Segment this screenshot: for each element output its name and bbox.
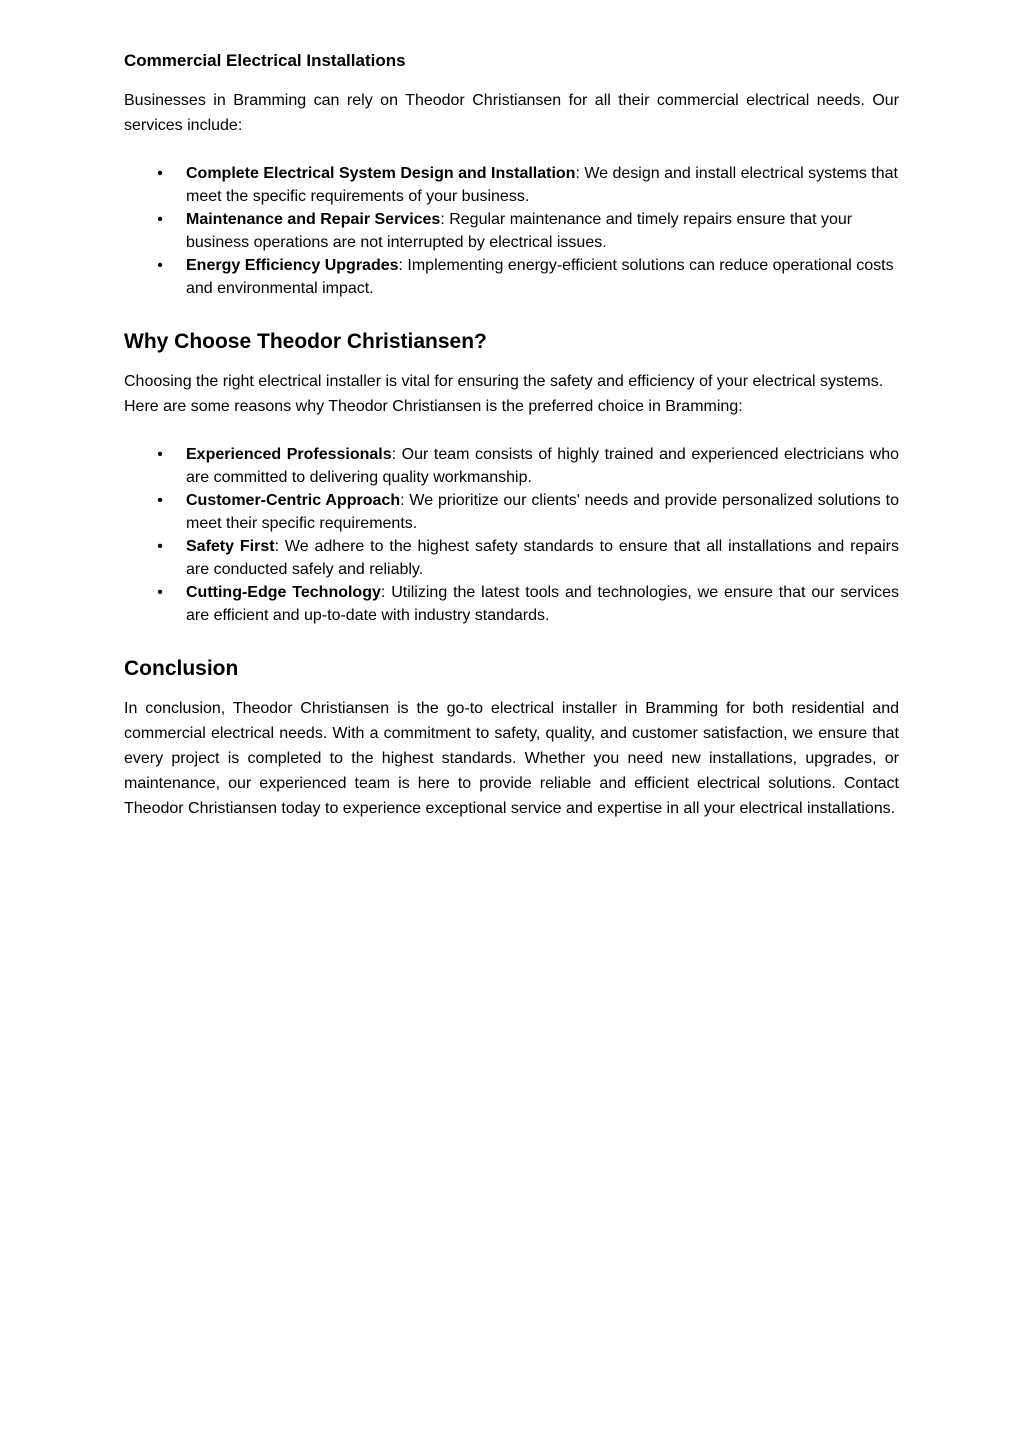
bullet-icon: • xyxy=(157,584,163,601)
conclusion-heading: Conclusion xyxy=(124,657,239,680)
list-item-text: : We design and install electrical systems that meet the specific requirements of your business. xyxy=(186,165,898,205)
list-item xyxy=(124,162,899,208)
bullet-icon: • xyxy=(157,538,163,555)
list-item-text: : Regular maintenance and timely repairs ensure that your business operations are not interrupted by electrical issues. xyxy=(186,211,853,251)
conclusion-section xyxy=(124,654,899,821)
bullet-icon: • xyxy=(157,446,163,463)
commercial-services-list xyxy=(124,162,899,300)
list-item-text: : Implementing energy-efficient solutions can reduce operational costs and environmental impact. xyxy=(186,257,894,297)
list-item-term: Experienced Professionals xyxy=(186,446,392,463)
list-item-term: Energy Efficiency Upgrades xyxy=(186,257,399,274)
why-choose-intro: Choosing the right electrical installer is vital for ensuring the safety and efficiency of your electrical systems. Here are some reasons why Theodor Christiansen is the preferred choice in Bramming: xyxy=(124,373,884,415)
list-item xyxy=(124,208,899,254)
list-item xyxy=(124,254,899,300)
list-item xyxy=(124,443,899,489)
conclusion-body: In conclusion, Theodor Christiansen is the go-to electrical installer in Bramming for both residential and commercial electrical needs. With a commitment to safety, quality, and customer satisfaction, we ensure that every project is completed to the highest standards. Whether you need new installations, upgrades, or maintenance, our experienced team is here to provide reliable and efficient electrical solutions. Contact Theodor Christiansen today to experience exceptional service and expertise in all your electrical installations. xyxy=(124,700,899,817)
bullet-icon: • xyxy=(157,492,163,509)
list-item xyxy=(124,535,899,581)
commercial-heading: Commercial Electrical Installations xyxy=(124,51,406,70)
list-item-text: : We prioritize our clients' needs and provide personalized solutions to meet their specific requirements. xyxy=(186,492,899,532)
list-item-text: : We adhere to the highest safety standards to ensure that all installations and repairs are conducted safely and reliably. xyxy=(186,538,900,578)
list-item-text: : Our team consists of highly trained and experienced electricians who are committed to delivering quality workmanship. xyxy=(186,446,899,486)
list-item-term: Safety First xyxy=(186,538,275,555)
commercial-section xyxy=(124,48,899,300)
list-item-term: Cutting-Edge Technology xyxy=(186,584,381,601)
bullet-icon: • xyxy=(157,257,163,274)
bullet-icon: • xyxy=(157,165,163,182)
why-choose-heading: Why Choose Theodor Christiansen? xyxy=(124,330,487,353)
list-item-term: Customer-Centric Approach xyxy=(186,492,401,509)
reasons-list xyxy=(124,443,899,627)
list-item-term: Maintenance and Repair Services xyxy=(186,211,441,228)
list-item-term: Complete Electrical System Design and Installation xyxy=(186,165,576,182)
bullet-icon: • xyxy=(157,211,163,228)
why-choose-section xyxy=(124,327,899,627)
commercial-intro: Businesses in Bramming can rely on Theodor Christiansen for all their commercial electrical needs. Our services include: xyxy=(124,92,899,134)
document-page xyxy=(124,48,899,821)
list-item xyxy=(124,489,899,535)
list-item xyxy=(124,581,899,627)
list-item-text: : Utilizing the latest tools and technologies, we ensure that our services are efficient and up-to-date with industry standards. xyxy=(186,584,899,624)
